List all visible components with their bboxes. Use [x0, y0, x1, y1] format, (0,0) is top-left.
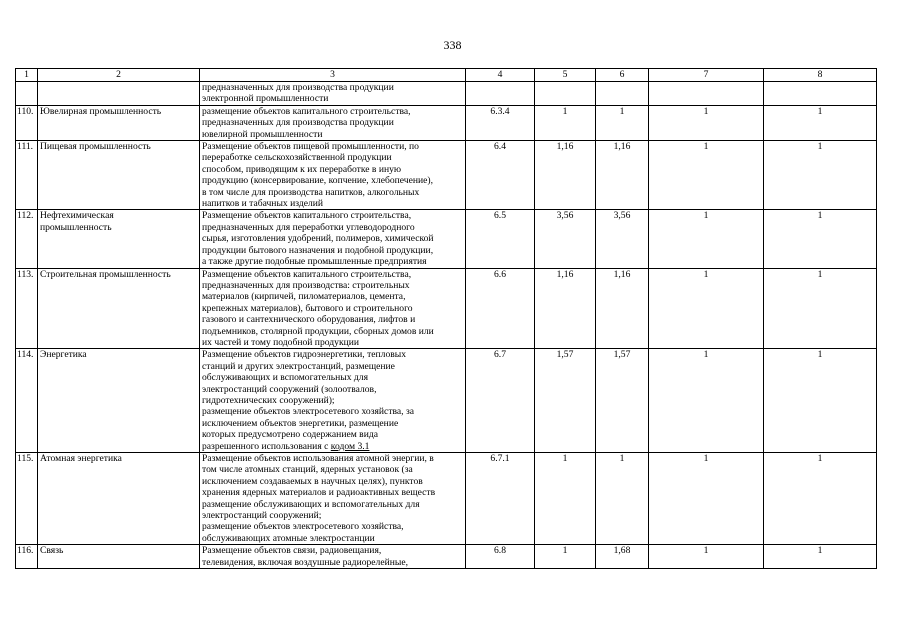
coef-cell: 1	[764, 141, 877, 210]
coef-cell: 1	[649, 105, 764, 140]
description-cell: предназначенных для производства продукции электронной промышленности	[200, 82, 466, 106]
description-cell: размещение объектов капитального строительства, предназначенных для производства продукции ювелирной промышленности	[200, 105, 466, 140]
land-use-table	[15, 68, 877, 569]
row-number-cell	[16, 82, 38, 106]
row-number-cell: 116.	[16, 545, 38, 569]
code-cell: 6.5	[466, 210, 535, 268]
column-header: 7	[649, 69, 764, 82]
table-row	[16, 105, 877, 140]
table-row	[16, 349, 877, 453]
row-number-cell: 115.	[16, 453, 38, 545]
coef-cell: 1	[649, 141, 764, 210]
code-cell: 6.3.4	[466, 105, 535, 140]
column-header: 5	[535, 69, 596, 82]
column-header: 2	[38, 69, 200, 82]
coef-cell	[535, 82, 596, 106]
name-cell: Строительная промышленность	[38, 268, 200, 349]
coef-cell	[764, 82, 877, 106]
name-cell: Атомная энергетика	[38, 453, 200, 545]
code-cell: 6.8	[466, 545, 535, 569]
column-number-row	[16, 69, 877, 82]
code-cell	[466, 82, 535, 106]
code-cell: 6.6	[466, 268, 535, 349]
row-number-cell: 110.	[16, 105, 38, 140]
coef-cell: 1	[649, 268, 764, 349]
name-cell: Нефтехимическая промышленность	[38, 210, 200, 268]
table-row	[16, 453, 877, 545]
coef-cell: 1	[535, 453, 596, 545]
coef-cell: 1,68	[596, 545, 649, 569]
table-row	[16, 545, 877, 569]
coef-cell: 1	[764, 268, 877, 349]
coef-cell: 1	[649, 210, 764, 268]
row-number-cell: 113.	[16, 268, 38, 349]
column-header: 3	[200, 69, 466, 82]
row-number-cell: 111.	[16, 141, 38, 210]
coef-cell: 3,56	[596, 210, 649, 268]
coef-cell: 1	[596, 105, 649, 140]
coef-cell: 1	[535, 105, 596, 140]
coef-cell: 1	[596, 453, 649, 545]
column-header: 6	[596, 69, 649, 82]
coef-cell: 1,16	[535, 141, 596, 210]
coef-cell: 1,16	[596, 141, 649, 210]
description-cell: Размещение объектов связи, радиовещания, телевидения, включая воздушные радиорелейные,	[200, 545, 466, 569]
coef-cell: 1	[764, 349, 877, 453]
description-text: Размещение объектов гидроэнергетики, тепловых станций и других электростанций, размещение обслуживающих и вспомогательных для электростанций сооружений (золоотвалов, гидротехнических сооружений); размещение объектов электросетевого хозяйства, за исключением объектов энергетики, размещение которых предусмотрено содержанием вида разрешенного использования с	[202, 349, 415, 452]
description-cell: Размещение объектов капитального строительства, предназначенных для производства: строительных материалов (кирпичей, пиломатериалов, цемента, крепежных материалов), бытового и строительного газового и сантехнического оборудования, лифтов и подъемников, столярной продукции, сборных домов или их частей и тому подобной продукции	[200, 268, 466, 349]
table-row	[16, 141, 877, 210]
coef-cell: 1	[535, 545, 596, 569]
column-header: 8	[764, 69, 877, 82]
table-row-continuation	[16, 82, 877, 106]
coef-cell	[649, 82, 764, 106]
description-cell: Размещение объектов пищевой промышленности, по переработке сельскохозяйственной продукции способом, приводящим к их переработке в иную продукцию (консервирование, копчение, хлебопечение), в том числе для производства напитков, алкогольных напитков и табачных изделий	[200, 141, 466, 210]
coef-cell: 1	[764, 210, 877, 268]
column-header: 4	[466, 69, 535, 82]
coef-cell: 1,16	[535, 268, 596, 349]
code-cell: 6.4	[466, 141, 535, 210]
coef-cell: 1	[764, 545, 877, 569]
description-cell	[200, 349, 466, 453]
coef-cell: 1	[649, 349, 764, 453]
coef-cell: 1	[764, 105, 877, 140]
row-number-cell: 114.	[16, 349, 38, 453]
page-number: 338	[443, 38, 462, 52]
coef-cell: 1,16	[596, 268, 649, 349]
name-cell: Энергетика	[38, 349, 200, 453]
coef-cell: 1	[764, 453, 877, 545]
name-cell: Ювелирная промышленность	[38, 105, 200, 140]
name-cell: Пищевая промышленность	[38, 141, 200, 210]
code-cell: 6.7.1	[466, 453, 535, 545]
code-link[interactable]: кодом 3.1	[330, 440, 370, 452]
row-number-cell: 112.	[16, 210, 38, 268]
table-row	[16, 268, 877, 349]
name-cell: Связь	[38, 545, 200, 569]
description-cell: Размещение объектов капитального строительства, предназначенных для переработки углеводородного сырья, изготовления удобрений, полимеров, химической продукции бытового назначения и подобной продукции, а также другие подобные промышленные предприятия	[200, 210, 466, 268]
name-cell	[38, 82, 200, 106]
coef-cell	[596, 82, 649, 106]
coef-cell: 1,57	[596, 349, 649, 453]
description-cell: Размещение объектов использования атомной энергии, в том числе атомных станций, ядерных установок (за исключением создаваемых в научных целях), пунктов хранения ядерных материалов и радиоактивных веществ размещение обслуживающих и вспомогательных для электростанций сооружений; размещение объектов электросетевого хозяйства, обслуживающих атомные электростанции	[200, 453, 466, 545]
coef-cell: 1,57	[535, 349, 596, 453]
column-header: 1	[16, 69, 38, 82]
coef-cell: 1	[649, 545, 764, 569]
code-cell: 6.7	[466, 349, 535, 453]
coef-cell: 3,56	[535, 210, 596, 268]
table-row	[16, 210, 877, 268]
coef-cell: 1	[649, 453, 764, 545]
